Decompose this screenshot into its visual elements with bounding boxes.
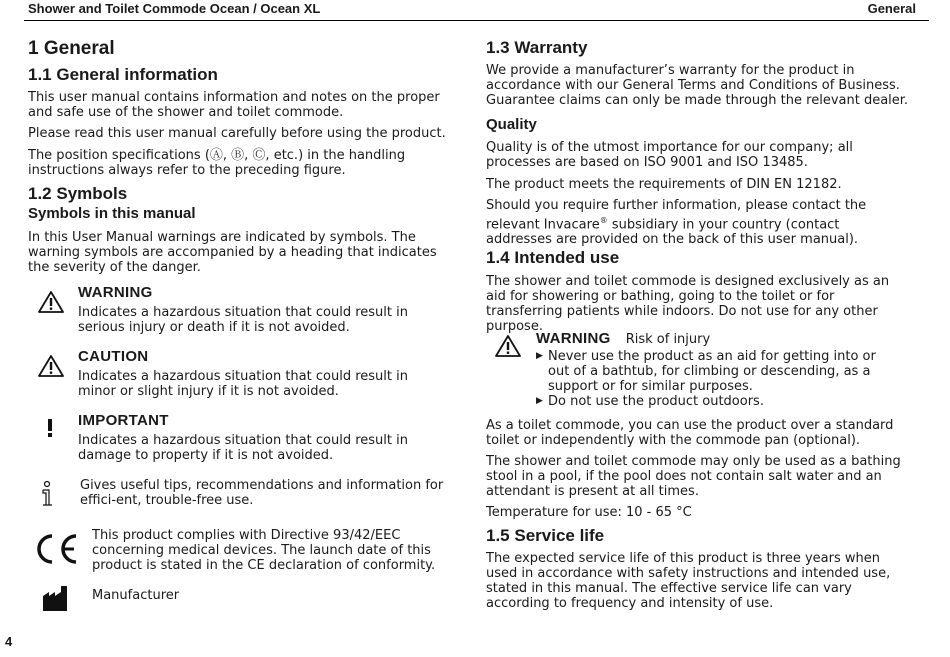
- section-1-4-paragraph-1: The shower and toilet commode is designed exclusively as an aid for showering or bathing, going to the toilet or for transferring patients while indoors. Do not use for any other purpose.: [486, 274, 890, 334]
- quality-paragraph-1: Quality is of the utmost importance for our company; all processes are based on ISO 9001 and ISO 13485.: [486, 140, 853, 170]
- intended-use-warning-icon: [494, 334, 522, 358]
- section-1-3-title: 1.3 Warranty: [486, 38, 588, 57]
- section-1-1-paragraph-2: Please read this user manual carefully before using the product.: [28, 126, 446, 141]
- warning-description: Indicates a hazardous situation that could result in serious injury or death if it is not avoided.: [78, 305, 408, 335]
- section-1-2-subtitle: Symbols in this manual: [28, 205, 196, 222]
- section-1-1-title: 1.1 General information: [28, 65, 218, 84]
- caution-triangle-icon: [37, 354, 65, 378]
- manufacturer-icon: [42, 584, 70, 612]
- ce-description: This product complies with Directive 93/42/EEC concerning medical devices. The launch date of this product is stated in the CE declaration of conformity.: [92, 528, 436, 573]
- section-1-4-paragraph-3: The shower and toilet commode may only be used as a bathing stool in a pool, if the pool does not contain salt water and an attendant is present at all times.: [486, 454, 901, 499]
- section-1-4-title: 1.4 Intended use: [486, 248, 620, 267]
- section-1-2-paragraph: In this User Manual warnings are indicated by symbols. The warning symbols are accompanied by a heading that indicates the severity of the danger.: [28, 230, 437, 275]
- bullet-marker: ▶: [536, 351, 543, 361]
- warning-bullet-1: ▶ Never use the product as an aid for getting into or out of a bathtub, for climbing or descending, as a support or for similar purposes.: [536, 349, 876, 394]
- warning-heading: WARNING: [78, 284, 153, 301]
- caution-heading: CAUTION: [78, 348, 149, 365]
- warning-triangle-icon: [37, 290, 65, 314]
- bullet-marker: ▶: [536, 396, 543, 406]
- exclamation-icon: [44, 418, 56, 438]
- quality-paragraph-2: The product meets the requirements of DIN EN 12182.: [486, 177, 842, 192]
- registered-mark: ®: [599, 216, 608, 225]
- ce-mark-icon: [34, 533, 80, 565]
- chapter-title: 1 General: [28, 38, 115, 59]
- quality-paragraph-3: Should you require further information, please contact the relevant Invacare® subsidiary in your country (contact addresses are provided on the back of this user manual).: [486, 198, 867, 248]
- important-heading: IMPORTANT: [78, 412, 169, 429]
- warning-bullet-2: ▶ Do not use the product outdoors.: [536, 394, 764, 409]
- info-description: Gives useful tips, recommendations and information for effici-ent, trouble-free use.: [80, 478, 444, 508]
- header-rule: [24, 20, 929, 21]
- section-1-1-paragraph-3: The position specifications (Ⓐ, Ⓑ, Ⓒ, etc.) in the handling instructions always refer to the preceding figure.: [28, 148, 406, 178]
- important-description: Indicates a hazardous situation that could result in damage to property if it is not avoided.: [78, 433, 408, 463]
- running-header-left: Shower and Toilet Commode Ocean / Ocean XL: [28, 1, 321, 16]
- section-1-4-paragraph-2: As a toilet commode, you can use the product over a standard toilet or independently with the commode pan (optional).: [486, 418, 894, 448]
- intended-use-warning-label: WARNING: [536, 330, 611, 347]
- intended-use-warning-subtitle: Risk of injury: [625, 332, 711, 347]
- section-1-5-paragraph: The expected service life of this product is three years when used in accordance with safety instructions and intended use, stated in this manual. The effective service life can vary according to frequency and intensity of use.: [486, 551, 891, 611]
- running-header-right: General: [867, 1, 916, 16]
- intended-use-warning-heading: [536, 328, 710, 347]
- caution-description: Indicates a hazardous situation that could result in minor or slight injury if it is not avoided.: [78, 369, 408, 399]
- section-1-2-title: 1.2 Symbols: [28, 184, 128, 203]
- temperature-for-use: Temperature for use: 10 - 65 °C: [486, 505, 692, 520]
- section-1-5-title: 1.5 Service life: [486, 526, 605, 545]
- section-1-3-paragraph: We provide a manufacturer’s warranty for the product in accordance with our General Terms and Conditions of Business. Guarantee claims can only be made through the relevant dealer.: [486, 63, 909, 108]
- section-1-1-paragraph-1: This user manual contains information and notes on the proper and safe use of the shower and toilet commode.: [28, 90, 440, 120]
- page-number: 4: [5, 634, 13, 649]
- manufacturer-label: Manufacturer: [92, 588, 180, 603]
- quality-heading: Quality: [486, 116, 537, 133]
- info-icon: [40, 480, 56, 508]
